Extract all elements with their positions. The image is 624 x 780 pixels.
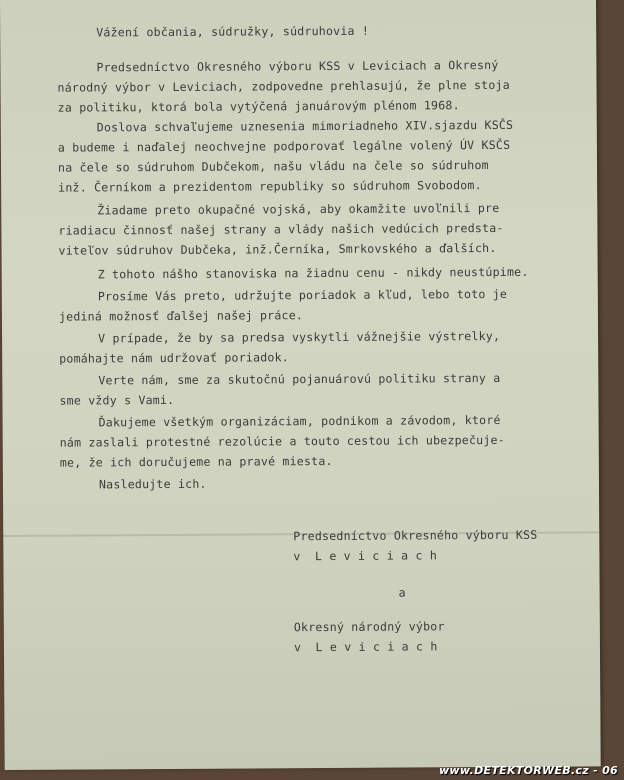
body-line: me, že ich doručujeme na pravé miesta. <box>59 453 333 470</box>
body-line: riadiacu činnosť našej strany a vlády našich vedúcich predsta- <box>58 220 504 238</box>
body-line: pomáhajte nám udržovať poriadok. <box>59 350 289 366</box>
body-line: jediná možnosť ďalšej našej práce. <box>58 308 304 324</box>
body-line: sme vždy s Vami. <box>59 392 175 408</box>
body-line: Z tohoto nášho stanoviska na žiadnu cenu - nikdy neustúpime. <box>97 264 529 282</box>
body-line: za politiku, ktorá bola vytýčená januárovým plénom 1968. <box>57 98 460 115</box>
signature-org1-place: v L e v i c i a c h <box>293 548 438 564</box>
body-line: Prosíme Vás preto, udržujte poriadok a kľud, lebo toto je <box>97 286 508 304</box>
signature-org2-place: v L e v i c i a c h <box>293 639 438 655</box>
body-line: národný výbor v Leviciach, zodpovedne prehlasujú, že plne stoja <box>57 77 510 95</box>
body-line: nám zaslali protestné rezolúcie a touto cestou ich ubezpečuje- <box>59 432 505 450</box>
salutation: Vážení občania, súdružky, súdruhovia ! <box>96 23 370 40</box>
body-line: a budeme i naďalej neochvejne podporovať legálne volený ÚV KSČS <box>57 137 511 155</box>
body-line: na čele so súdruhom Dubčekom, našu vládu na čele so súdruhom <box>57 158 489 175</box>
signature-org2: Okresný národný výbor <box>293 619 445 635</box>
signature-org1: Predsedníctvo Okresného výboru KSS <box>293 527 538 544</box>
watermark: www.DETEKTORWEB.cz - 06 <box>438 764 618 777</box>
body-line: Verte nám, sme za skutočnú pojanuárovú politiku strany a <box>98 370 501 388</box>
body-line: Doslova schvaľujeme uznesenia mimoriadneho XIV.sjazdu KSČS <box>96 117 514 135</box>
body-line: Ďakujeme všetkým organizáciam, podnikom a závodom, ktoré <box>98 412 501 430</box>
body-line: V prípade, že by sa predsa vyskytli vážnejšie výstrelky, <box>98 328 501 346</box>
body-line: Žiadame preto okupačné vojská, aby okamžite uvoľnili pre <box>97 200 500 218</box>
signature-conjunction: a <box>398 585 406 600</box>
body-line: Predsedníctvo Okresného výboru KSS v Leviciach a Okresný <box>96 57 499 75</box>
body-line: inž. Černíkom a prezidentom republiky so súdruhom Svobodom. <box>58 178 482 195</box>
body-line: viteľov súdruhov Dubčeka, inž.Černíka, Smrkovského a ďalších. <box>58 240 497 258</box>
body-line: Nasledujte ich. <box>98 476 207 492</box>
